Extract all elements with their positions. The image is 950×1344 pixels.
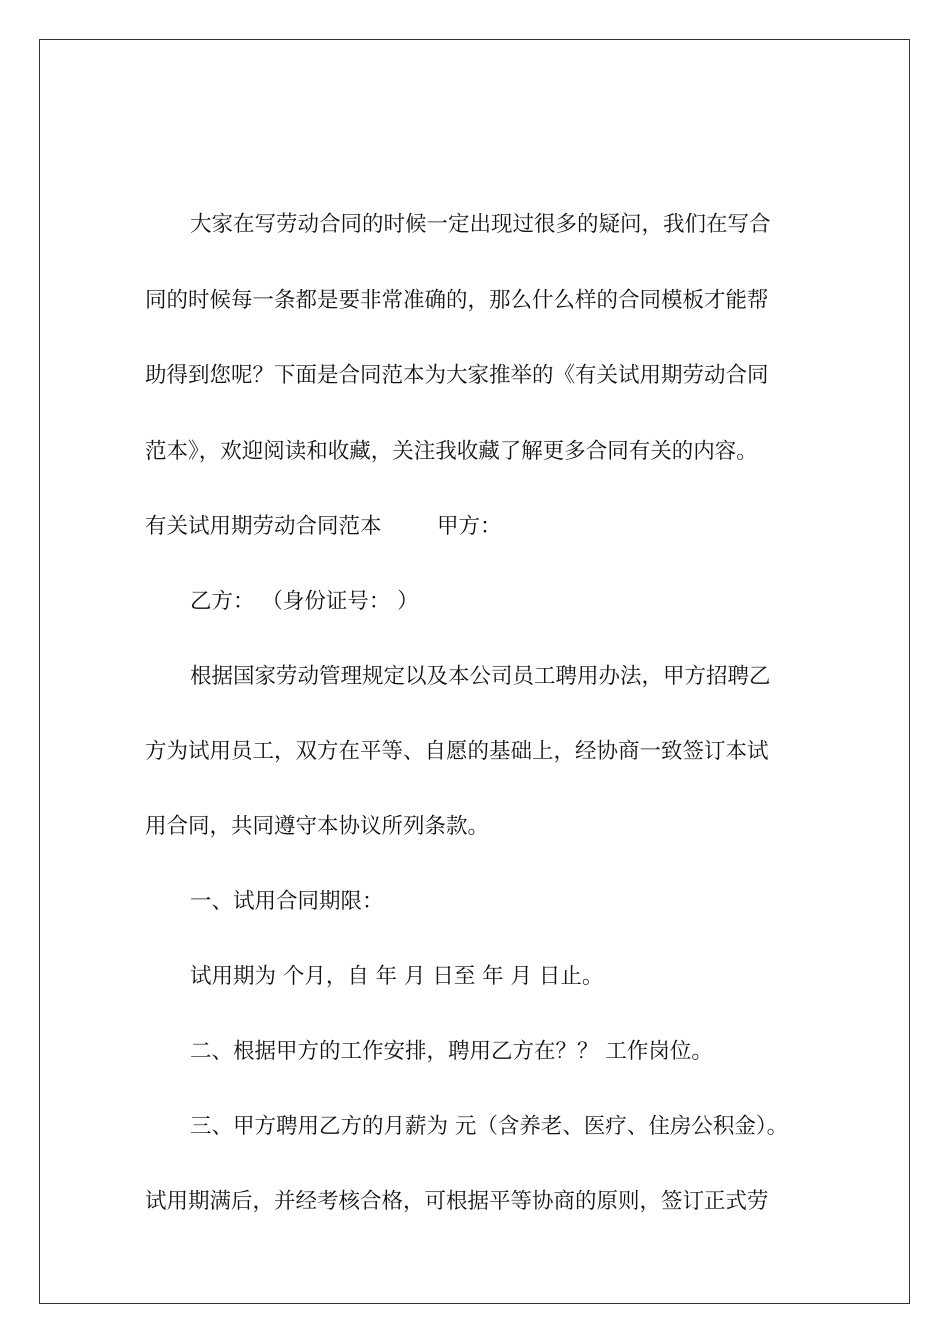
document-title: 有关试用期劳动合同范本 <box>145 514 382 539</box>
paragraph-line: 大家在写劳动合同的时候一定出现过很多的疑问，我们在写合 <box>190 212 771 237</box>
section-heading: 一、试用合同期限： <box>190 889 384 914</box>
party-b-label: 乙方： （身份证号： ） <box>190 589 419 614</box>
party-a-label: 甲方： <box>437 514 502 539</box>
section-heading: 二、根据甲方的工作安排，聘用乙方在？？ 工作岗位。 <box>190 1039 713 1064</box>
paragraph-line: 试用期为 个月，自 年 月 日至 年 月 日止。 <box>190 964 604 989</box>
paragraph-line: 方为试用员工，双方在平等、自愿的基础上，经协商一致签订本试 <box>145 739 769 764</box>
paragraph-line: 同的时候每一条都是要非常准确的，那么什么样的合同模板才能帮 <box>145 288 769 313</box>
paragraph-line: 范本》，欢迎阅读和收藏，关注我收藏了解更多合同有关的内容。 <box>145 439 758 464</box>
paragraph-line: 助得到您呢？下面是合同范本为大家推举的《有关试用期劳动合同 <box>145 363 769 388</box>
paragraph-line: 用合同，共同遵守本协议所列条款。 <box>145 814 490 839</box>
section-heading: 三、甲方聘用乙方的月薪为 元（含养老、医疗、住房公积金）。 <box>190 1114 789 1139</box>
paragraph-line: 根据国家劳动管理规定以及本公司员工聘用办法，甲方招聘乙 <box>190 664 771 689</box>
paragraph-line: 试用期满后，并经考核合格，可根据平等协商的原则，签订正式劳 <box>145 1189 769 1214</box>
